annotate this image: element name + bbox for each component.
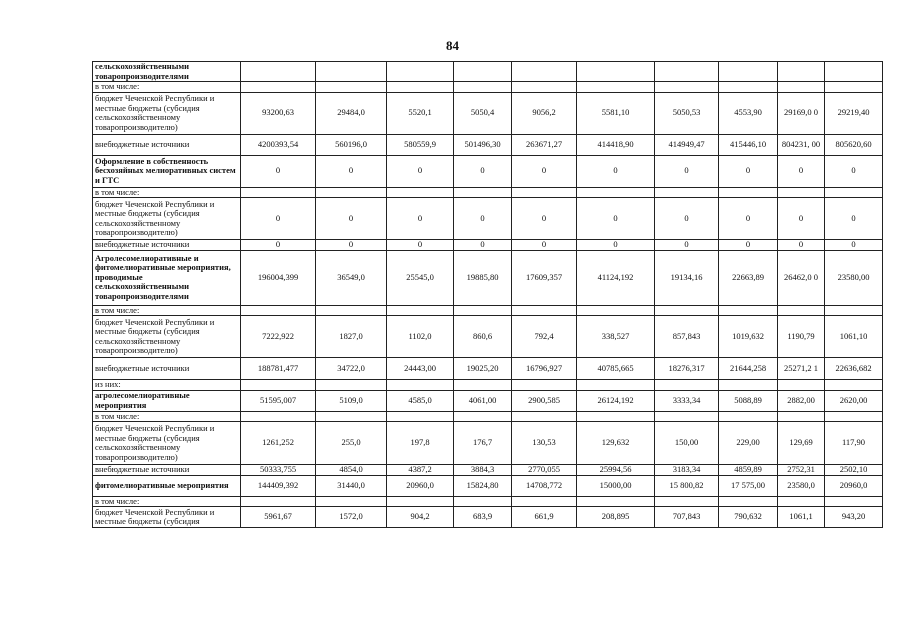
value-cell: [316, 411, 387, 422]
value-cell: 0: [316, 155, 387, 187]
value-cell: 4854,0: [316, 465, 387, 476]
table-row: [93, 62, 883, 82]
value-cell: 0: [655, 240, 719, 251]
value-cell: 0: [512, 198, 577, 240]
table-row: [93, 305, 883, 316]
value-cell: 5088,89: [719, 390, 778, 411]
value-cell: [577, 380, 655, 391]
value-cell: [577, 496, 655, 507]
value-cell: 1102,0: [387, 316, 454, 358]
value-cell: 21644,258: [719, 358, 778, 380]
value-cell: [577, 82, 655, 93]
value-cell: 904,2: [387, 507, 454, 528]
value-cell: [577, 411, 655, 422]
value-cell: [316, 82, 387, 93]
value-cell: [778, 496, 825, 507]
value-cell: 40785,665: [577, 358, 655, 380]
table-row: [93, 316, 883, 358]
value-cell: [825, 62, 883, 82]
value-cell: [825, 305, 883, 316]
value-cell: [512, 380, 577, 391]
value-cell: 1061,1: [778, 507, 825, 528]
value-cell: [387, 187, 454, 198]
value-cell: 0: [778, 240, 825, 251]
value-cell: 414949,47: [655, 134, 719, 155]
value-cell: [719, 62, 778, 82]
row-label: из них:: [93, 380, 241, 391]
value-cell: 93200,63: [241, 92, 316, 134]
row-label: в том числе:: [93, 82, 241, 93]
row-label: фитомелиоративные мероприятия: [93, 475, 241, 496]
value-cell: 707,843: [655, 507, 719, 528]
value-cell: 0: [778, 155, 825, 187]
value-cell: 805620,60: [825, 134, 883, 155]
value-cell: [825, 496, 883, 507]
value-cell: 29219,40: [825, 92, 883, 134]
value-cell: 23580,0: [778, 475, 825, 496]
value-cell: 29169,0 0: [778, 92, 825, 134]
value-cell: 0: [241, 198, 316, 240]
value-cell: 130,53: [512, 422, 577, 465]
value-cell: 338,527: [577, 316, 655, 358]
value-cell: [719, 380, 778, 391]
row-label: внебюджетные источники: [93, 134, 241, 155]
value-cell: 0: [454, 155, 512, 187]
row-label: внебюджетные источники: [93, 358, 241, 380]
value-cell: [719, 82, 778, 93]
value-cell: 26462,0 0: [778, 250, 825, 305]
value-cell: [825, 411, 883, 422]
value-cell: 0: [316, 198, 387, 240]
value-cell: 144409,392: [241, 475, 316, 496]
value-cell: [719, 411, 778, 422]
value-cell: 263671,27: [512, 134, 577, 155]
value-cell: 50333,755: [241, 465, 316, 476]
value-cell: 2620,00: [825, 390, 883, 411]
value-cell: 0: [719, 155, 778, 187]
value-cell: 0: [719, 240, 778, 251]
table-row: [93, 155, 883, 187]
value-cell: 19134,16: [655, 250, 719, 305]
value-cell: 792,4: [512, 316, 577, 358]
value-cell: 5581,10: [577, 92, 655, 134]
value-cell: 117,90: [825, 422, 883, 465]
value-cell: 176,7: [454, 422, 512, 465]
table-row: [93, 380, 883, 391]
value-cell: [778, 187, 825, 198]
table-row: [93, 358, 883, 380]
value-cell: 15 800,82: [655, 475, 719, 496]
table-row: [93, 390, 883, 411]
value-cell: 804231, 00: [778, 134, 825, 155]
value-cell: [454, 187, 512, 198]
value-cell: 0: [825, 155, 883, 187]
value-cell: 415446,10: [719, 134, 778, 155]
value-cell: 1061,10: [825, 316, 883, 358]
row-label: Агролесомелиоративные и фитомелиоративные мероприятия, проводимые сельскохозяйственными товаропроизводителями: [93, 250, 241, 305]
value-cell: 0: [454, 240, 512, 251]
row-label: бюджет Чеченской Республики и местные бюджеты (субсидия сельскохозяйственному товаропроизводителю): [93, 422, 241, 465]
value-cell: 661,9: [512, 507, 577, 528]
row-label: в том числе:: [93, 411, 241, 422]
value-cell: 20960,0: [387, 475, 454, 496]
value-cell: 2752,31: [778, 465, 825, 476]
value-cell: [577, 305, 655, 316]
value-cell: 16796,927: [512, 358, 577, 380]
value-cell: [655, 187, 719, 198]
table-row: [93, 422, 883, 465]
table-row: [93, 496, 883, 507]
value-cell: [577, 62, 655, 82]
value-cell: 2882,00: [778, 390, 825, 411]
value-cell: 41124,192: [577, 250, 655, 305]
value-cell: 1827,0: [316, 316, 387, 358]
value-cell: [454, 380, 512, 391]
value-cell: [387, 411, 454, 422]
value-cell: 1261,252: [241, 422, 316, 465]
row-label: бюджет Чеченской Республики и местные бюджеты (субсидия: [93, 507, 241, 528]
table-row: [93, 198, 883, 240]
row-label: в том числе:: [93, 187, 241, 198]
value-cell: [241, 62, 316, 82]
row-label: в том числе:: [93, 305, 241, 316]
value-cell: 4387,2: [387, 465, 454, 476]
value-cell: 129,69: [778, 422, 825, 465]
value-cell: 4859,89: [719, 465, 778, 476]
value-cell: [316, 62, 387, 82]
table-body: [93, 62, 883, 528]
value-cell: [512, 496, 577, 507]
row-label: бюджет Чеченской Республики и местные бюджеты (субсидия сельскохозяйственному товаропроизводителю): [93, 316, 241, 358]
table-row: [93, 465, 883, 476]
table-row: [93, 82, 883, 93]
value-cell: 22663,89: [719, 250, 778, 305]
value-cell: [241, 187, 316, 198]
value-cell: 15000,00: [577, 475, 655, 496]
value-cell: 0: [719, 198, 778, 240]
value-cell: 860,6: [454, 316, 512, 358]
value-cell: 14708,772: [512, 475, 577, 496]
value-cell: [454, 411, 512, 422]
page-number: 84: [446, 38, 459, 53]
value-cell: [387, 62, 454, 82]
value-cell: 25994,56: [577, 465, 655, 476]
value-cell: 22636,682: [825, 358, 883, 380]
value-cell: 0: [454, 198, 512, 240]
value-cell: [778, 82, 825, 93]
value-cell: 501496,30: [454, 134, 512, 155]
value-cell: [655, 62, 719, 82]
value-cell: [655, 496, 719, 507]
row-label: внебюджетные источники: [93, 240, 241, 251]
value-cell: [241, 380, 316, 391]
value-cell: [655, 411, 719, 422]
value-cell: 31440,0: [316, 475, 387, 496]
value-cell: 129,632: [577, 422, 655, 465]
table-row: [93, 507, 883, 528]
value-cell: [454, 82, 512, 93]
value-cell: 51595,007: [241, 390, 316, 411]
value-cell: [778, 380, 825, 391]
value-cell: 24443,00: [387, 358, 454, 380]
value-cell: 2502,10: [825, 465, 883, 476]
value-cell: 5109,0: [316, 390, 387, 411]
value-cell: 1190,79: [778, 316, 825, 358]
value-cell: 19025,20: [454, 358, 512, 380]
row-label: Оформление в собственность бесхозяйных мелиоративных систем и ГТС: [93, 155, 241, 187]
value-cell: [825, 380, 883, 391]
value-cell: 18276,317: [655, 358, 719, 380]
value-cell: [655, 380, 719, 391]
value-cell: 683,9: [454, 507, 512, 528]
value-cell: 3884,3: [454, 465, 512, 476]
value-cell: 3183,34: [655, 465, 719, 476]
value-cell: 5050,53: [655, 92, 719, 134]
value-cell: 4553,90: [719, 92, 778, 134]
row-label: сельскохозяйственными товаропроизводителями: [93, 62, 241, 82]
row-label: бюджет Чеченской Республики и местные бюджеты (субсидия сельскохозяйственному товаропроизводителю): [93, 198, 241, 240]
value-cell: [577, 187, 655, 198]
value-cell: 17609,357: [512, 250, 577, 305]
value-cell: [719, 496, 778, 507]
value-cell: 25271,2 1: [778, 358, 825, 380]
table-row: [93, 250, 883, 305]
value-cell: [512, 82, 577, 93]
table-row: [93, 475, 883, 496]
value-cell: 25545,0: [387, 250, 454, 305]
value-cell: 857,843: [655, 316, 719, 358]
value-cell: [241, 496, 316, 507]
value-cell: 790,632: [719, 507, 778, 528]
value-cell: 15824,80: [454, 475, 512, 496]
value-cell: 5050,4: [454, 92, 512, 134]
value-cell: 414418,90: [577, 134, 655, 155]
row-label: агролесомелиоративные мероприятия: [93, 390, 241, 411]
value-cell: 0: [577, 198, 655, 240]
value-cell: [512, 187, 577, 198]
value-cell: 0: [577, 240, 655, 251]
value-cell: [778, 305, 825, 316]
value-cell: 196004,399: [241, 250, 316, 305]
value-cell: 9056,2: [512, 92, 577, 134]
value-cell: 4061,00: [454, 390, 512, 411]
value-cell: [512, 305, 577, 316]
value-cell: [825, 82, 883, 93]
value-cell: [316, 380, 387, 391]
value-cell: [825, 187, 883, 198]
value-cell: [719, 187, 778, 198]
value-cell: [316, 305, 387, 316]
value-cell: 0: [241, 155, 316, 187]
value-cell: 0: [387, 240, 454, 251]
value-cell: [387, 496, 454, 507]
value-cell: 1572,0: [316, 507, 387, 528]
value-cell: 0: [512, 155, 577, 187]
value-cell: 1019,632: [719, 316, 778, 358]
value-cell: 229,00: [719, 422, 778, 465]
value-cell: 188781,477: [241, 358, 316, 380]
value-cell: 0: [387, 198, 454, 240]
value-cell: 20960,0: [825, 475, 883, 496]
value-cell: [387, 380, 454, 391]
value-cell: [241, 82, 316, 93]
value-cell: 150,00: [655, 422, 719, 465]
table-row: [93, 411, 883, 422]
value-cell: [454, 305, 512, 316]
value-cell: [778, 411, 825, 422]
row-label: бюджет Чеченской Республики и местные бюджеты (субсидия сельскохозяйственному товаропроизводителю): [93, 92, 241, 134]
value-cell: [454, 496, 512, 507]
value-cell: 2900,585: [512, 390, 577, 411]
value-cell: [316, 496, 387, 507]
value-cell: 197,8: [387, 422, 454, 465]
value-cell: 580559,9: [387, 134, 454, 155]
value-cell: [387, 82, 454, 93]
budget-table: [92, 61, 883, 528]
value-cell: [778, 62, 825, 82]
value-cell: 0: [316, 240, 387, 251]
value-cell: 560196,0: [316, 134, 387, 155]
value-cell: 0: [387, 155, 454, 187]
value-cell: 208,895: [577, 507, 655, 528]
value-cell: 7222,922: [241, 316, 316, 358]
table-row: [93, 240, 883, 251]
value-cell: 19885,80: [454, 250, 512, 305]
value-cell: 36549,0: [316, 250, 387, 305]
value-cell: [241, 411, 316, 422]
value-cell: 5961,67: [241, 507, 316, 528]
value-cell: 4585,0: [387, 390, 454, 411]
table-row: [93, 134, 883, 155]
row-label: в том числе:: [93, 496, 241, 507]
value-cell: 3333,34: [655, 390, 719, 411]
value-cell: 0: [655, 155, 719, 187]
value-cell: 0: [655, 198, 719, 240]
value-cell: [719, 305, 778, 316]
table-row: [93, 187, 883, 198]
value-cell: 29484,0: [316, 92, 387, 134]
value-cell: 0: [241, 240, 316, 251]
value-cell: 17 575,00: [719, 475, 778, 496]
value-cell: [655, 82, 719, 93]
value-cell: 2770,055: [512, 465, 577, 476]
value-cell: [655, 305, 719, 316]
value-cell: 26124,192: [577, 390, 655, 411]
value-cell: 23580,00: [825, 250, 883, 305]
value-cell: 5520,1: [387, 92, 454, 134]
value-cell: [387, 305, 454, 316]
row-label: внебюджетные источники: [93, 465, 241, 476]
value-cell: 255,0: [316, 422, 387, 465]
value-cell: [316, 187, 387, 198]
value-cell: 0: [577, 155, 655, 187]
value-cell: [454, 62, 512, 82]
value-cell: 0: [512, 240, 577, 251]
table-row: [93, 92, 883, 134]
value-cell: [512, 62, 577, 82]
value-cell: [241, 305, 316, 316]
value-cell: 943,20: [825, 507, 883, 528]
value-cell: 0: [825, 198, 883, 240]
value-cell: [512, 411, 577, 422]
value-cell: 0: [778, 198, 825, 240]
value-cell: 34722,0: [316, 358, 387, 380]
value-cell: 4200393,54: [241, 134, 316, 155]
value-cell: 0: [825, 240, 883, 251]
